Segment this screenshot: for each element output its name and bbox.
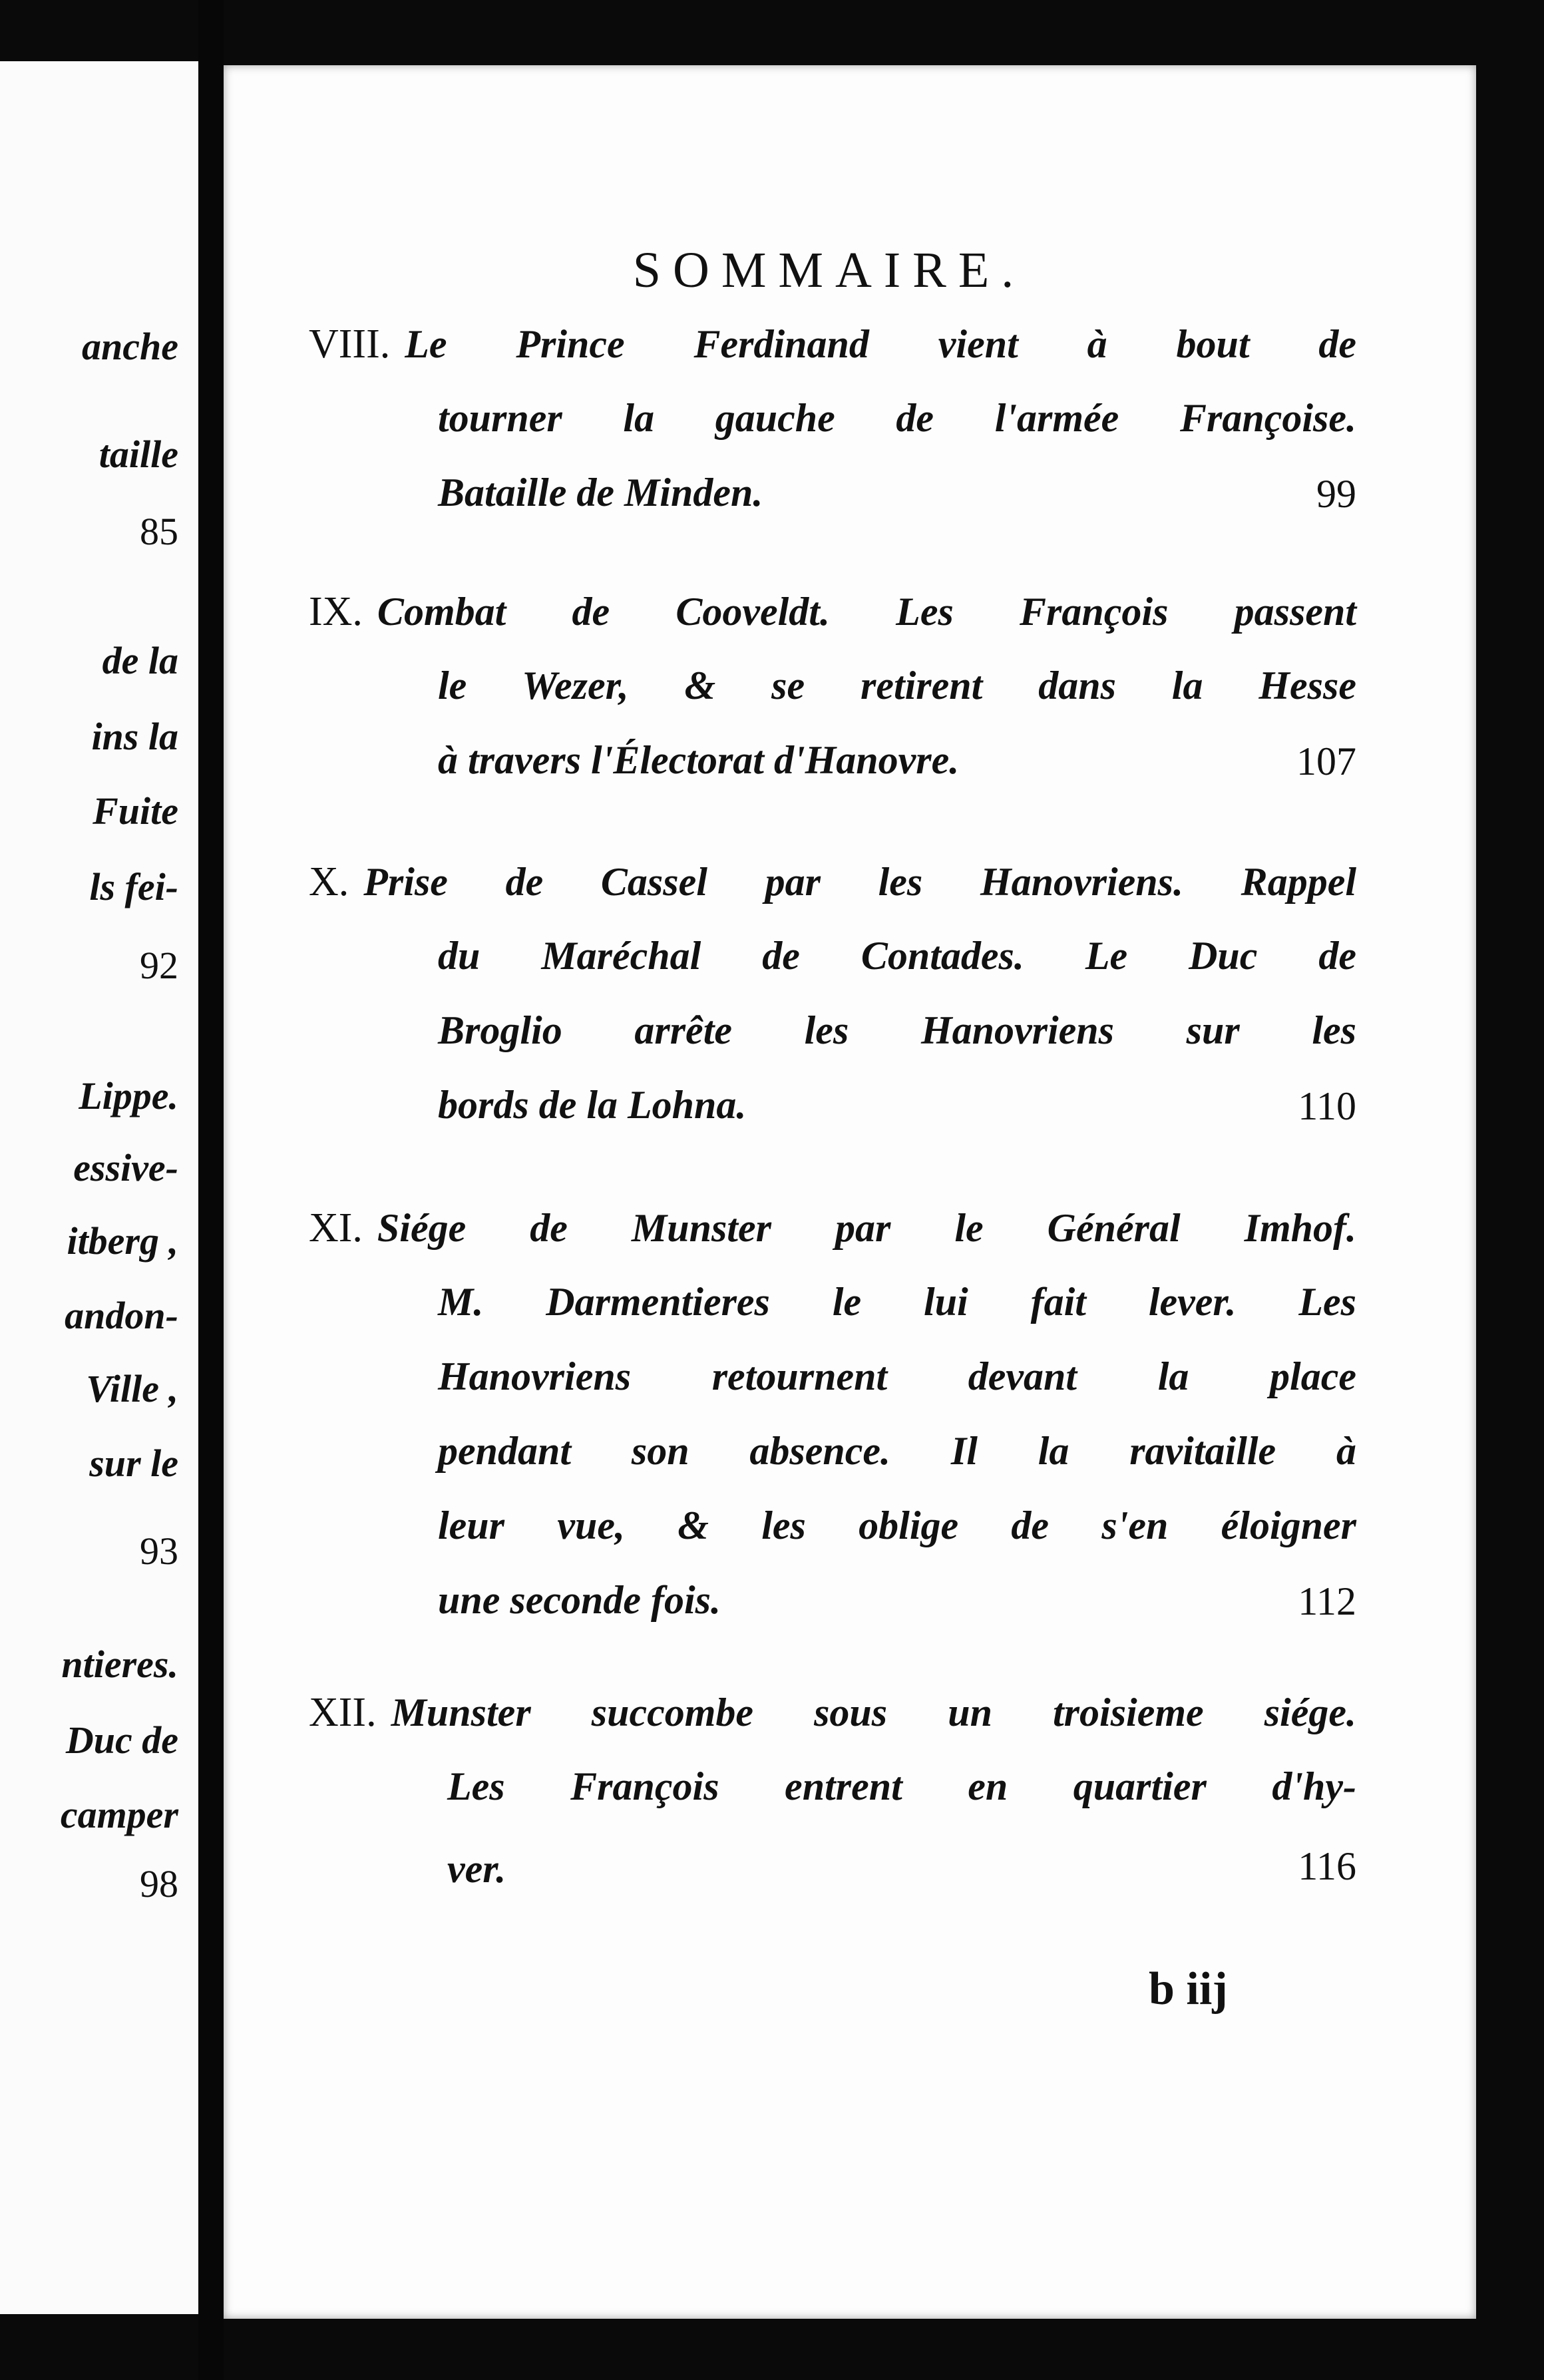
entry-line: une seconde fois.	[438, 1578, 721, 1622]
page-number: 99	[1316, 472, 1356, 516]
left-page-line: andon-	[65, 1294, 178, 1337]
entry-line: à travers l'Électorat d'Hanovre.	[438, 738, 960, 782]
left-page-line: Ville ,	[86, 1367, 178, 1410]
left-page-line: essive-	[73, 1146, 178, 1189]
left-page-line: 85	[140, 510, 178, 553]
chapter-numeral: XI.	[309, 1205, 363, 1251]
entry-line: Les François entrent en quartier d'hy-	[447, 1764, 1356, 1808]
left-page-line: Lippe.	[79, 1074, 178, 1117]
entry-line: du Maréchal de Contades. Le Duc de	[438, 934, 1356, 978]
entry-line: Munster succombe sous un troisieme siége.	[391, 1690, 1356, 1734]
left-page-line: itberg ,	[67, 1219, 178, 1263]
page-number: 116	[1298, 1844, 1356, 1888]
book-page	[224, 65, 1476, 2319]
chapter-numeral: IX.	[309, 589, 363, 634]
entry-line: Broglio arrête les Hanovriens sur les	[438, 1008, 1356, 1052]
left-page-line: ins la	[91, 715, 178, 758]
page-number: 112	[1298, 1579, 1356, 1623]
entry-line: pendant son absence. Il la ravitaille à	[438, 1429, 1356, 1473]
signature-mark: b iij	[1149, 1963, 1228, 2015]
left-page-line: ls fei-	[89, 865, 178, 908]
entry-line: Le Prince Ferdinand vient à bout de	[405, 322, 1356, 366]
entry-line: leur vue, & les oblige de s'en éloigner	[438, 1503, 1356, 1547]
entry-line: Combat de Cooveldt. Les François passent	[377, 590, 1356, 634]
entry-line: M. Darmentieres le lui fait lever. Les	[438, 1280, 1356, 1324]
book-gutter	[198, 0, 224, 2380]
entry-line: Prise de Cassel par les Hanovriens. Rappel	[363, 860, 1356, 904]
entry-line: le Wezer, & se retirent dans la Hesse	[438, 664, 1356, 707]
left-page-line: Fuite	[93, 789, 178, 833]
left-page-line: sur le	[89, 1442, 178, 1485]
page-number: 107	[1296, 739, 1356, 783]
entry-line: ver.	[447, 1847, 506, 1891]
left-page-line: anche	[82, 325, 178, 368]
left-page-line: camper	[60, 1793, 178, 1836]
entry-line: bords de la Lohna.	[438, 1083, 747, 1127]
left-page-line: 98	[140, 1862, 178, 1905]
left-page-line: de la	[102, 639, 178, 682]
left-page-edge	[0, 61, 198, 2314]
page-number: 110	[1298, 1084, 1356, 1128]
page-heading: SOMMAIRE.	[632, 242, 1026, 298]
entry-line: Siége de Munster par le Général Imhof.	[377, 1206, 1356, 1250]
entry-line: tourner la gauche de l'armée Françoise.	[438, 396, 1356, 440]
left-page-line: 92	[140, 944, 178, 987]
left-page-line: Duc de	[65, 1718, 178, 1762]
chapter-numeral: VIII.	[309, 321, 391, 367]
left-page-line: taille	[98, 433, 178, 476]
entry-line: Hanovriens retournent devant la place	[438, 1354, 1356, 1398]
left-page-line: 93	[140, 1529, 178, 1573]
left-page-line: ntieres.	[61, 1643, 178, 1686]
chapter-numeral: X.	[309, 859, 349, 904]
entry-line: Bataille de Minden.	[438, 471, 763, 514]
chapter-numeral: XII.	[309, 1690, 377, 1735]
